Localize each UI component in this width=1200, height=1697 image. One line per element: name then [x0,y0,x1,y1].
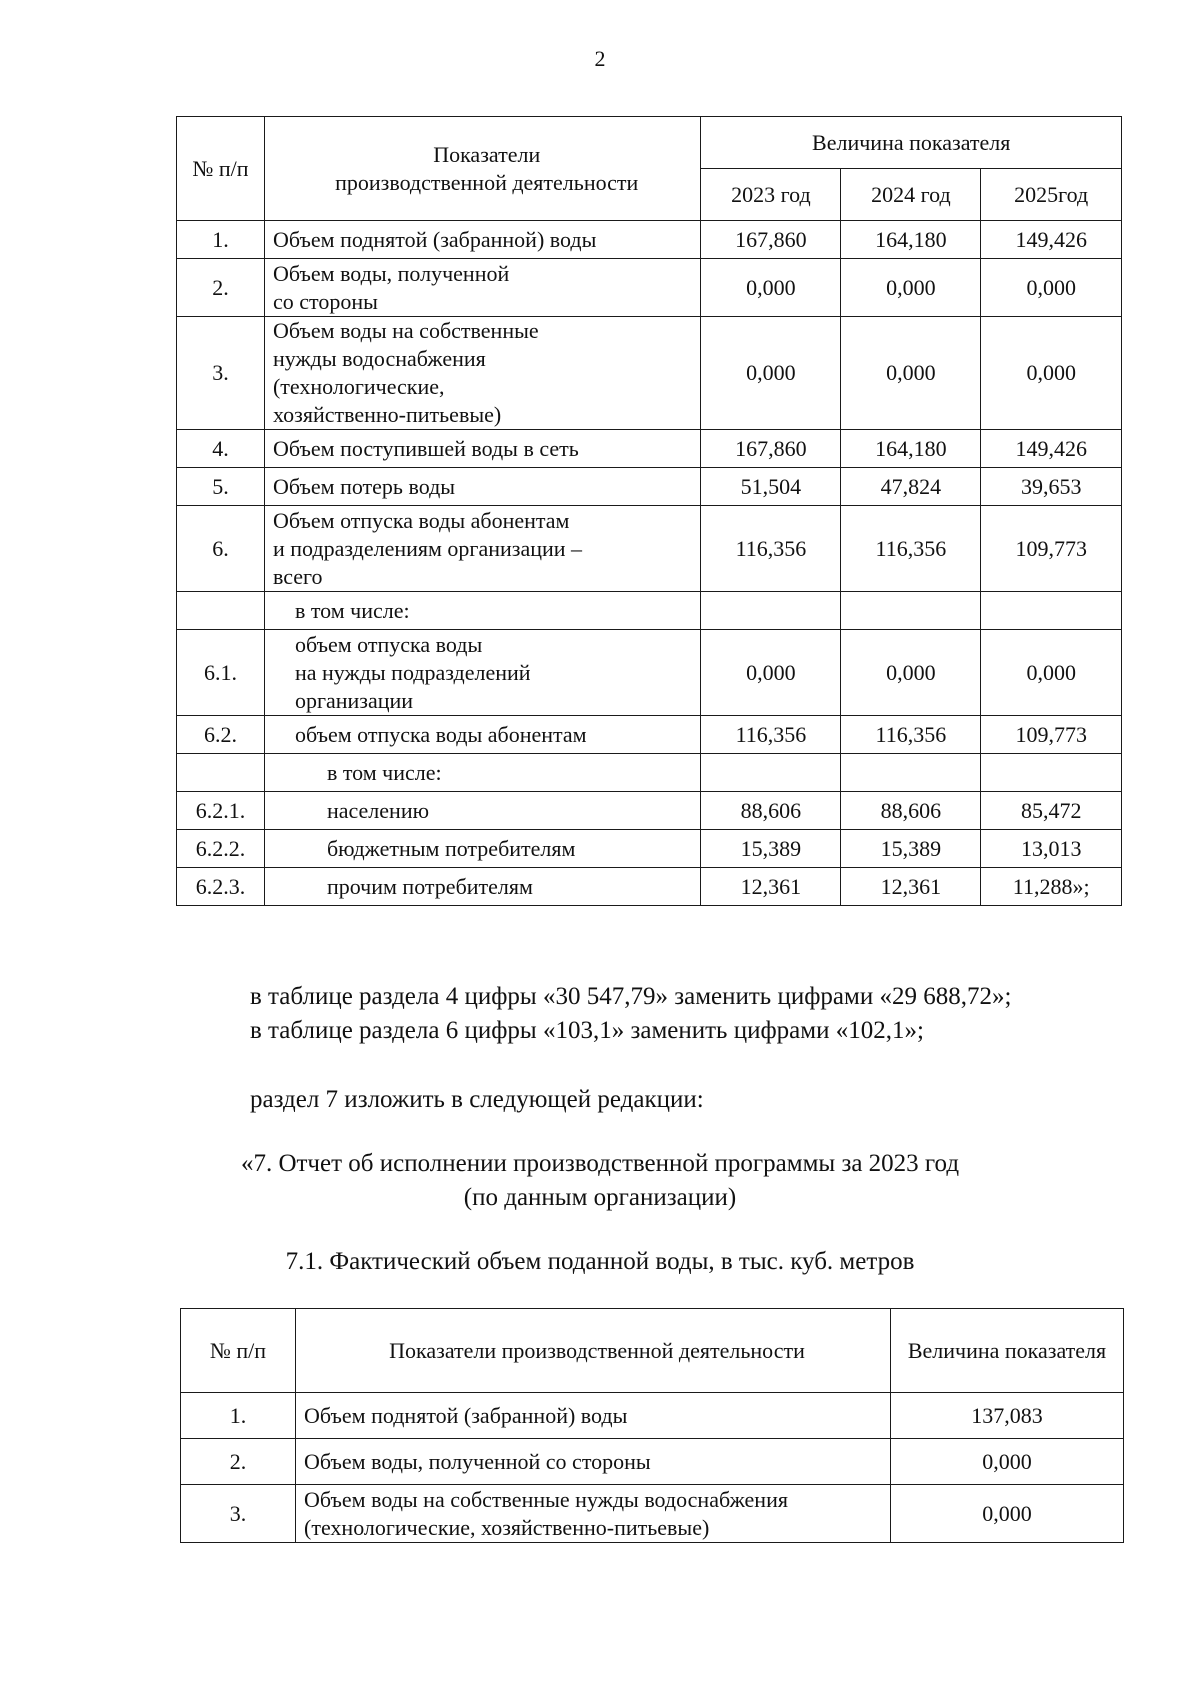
row-number: 6.1. [177,630,265,716]
table-row [177,468,1122,506]
row-indicator-line: (технологические, [272,374,445,399]
row-value [981,592,1122,630]
row-value: 116,356 [841,716,981,754]
row-indicator [264,830,700,868]
row-indicator-line: (технологические, хозяйственно-питьевые) [304,1514,710,1540]
row-indicator-line: Объем воды на собственные [272,318,539,343]
table-row [181,1485,1124,1543]
row-number: 3. [181,1485,296,1543]
row-value: 12,361 [841,868,981,906]
row-indicator-line: хозяйственно-питьевые) [272,402,502,427]
table-row [177,868,1122,906]
table-row [177,716,1122,754]
row-value: 116,356 [841,506,981,592]
table-row [177,259,1122,317]
row-value: 109,773 [981,716,1122,754]
page-number: 2 [594,46,606,71]
row-indicator [264,792,700,830]
row-value [701,592,841,630]
row-value: 0,000 [841,630,981,716]
row-value: 0,000 [891,1485,1124,1543]
row-indicator-line: населению [326,797,430,823]
row-number [177,592,265,630]
row-value: 85,472 [981,792,1122,830]
table-row [177,430,1122,468]
row-number: 4. [177,430,265,468]
t2-header-no: № п/п [181,1309,296,1393]
header-year-2023: 2023 год [701,169,841,221]
row-indicator-line: всего [272,563,323,589]
row-value: 149,426 [981,221,1122,259]
row-value: 0,000 [981,630,1122,716]
header-indicator-line1: Показатели [433,141,541,167]
row-number: 2. [181,1439,296,1485]
row-value: 116,356 [701,506,841,592]
row-indicator [296,1393,891,1439]
header-no: № п/п [177,117,265,221]
row-number: 6.2. [177,716,265,754]
row-number [177,754,265,792]
row-value: 109,773 [981,506,1122,592]
row-number: 5. [177,468,265,506]
row-indicator-line: Объем воды на собственные нужды водоснабжения [304,1486,788,1512]
row-value: 0,000 [841,317,981,430]
t2-header-value: Величина показателя [891,1309,1124,1393]
row-value: 167,860 [701,430,841,468]
row-indicator [264,630,700,716]
row-value: 15,389 [701,830,841,868]
production-indicators-table [176,116,1122,906]
row-value: 164,180 [841,221,981,259]
row-indicator-line: Объем поднятой (забранной) воды [304,1402,628,1428]
row-value: 0,000 [891,1439,1124,1485]
header-year-2025: 2025год [981,169,1122,221]
row-value: 0,000 [981,259,1122,317]
row-value: 11,288»; [981,868,1122,906]
row-indicator-line: организации [294,687,414,713]
row-number: 3. [177,317,265,430]
row-indicator [264,317,700,430]
row-indicator-line: Объем поступившей воды в сеть [272,435,579,461]
row-value: 88,606 [701,792,841,830]
row-indicator [264,259,700,317]
table-row [177,221,1122,259]
actual-water-volume-table [180,1308,1124,1543]
amendment-section-6: в таблице раздела 6 цифры «103,1» заменить цифрами «102,1»; [250,1017,924,1044]
table-row [177,830,1122,868]
row-value: 12,361 [701,868,841,906]
row-indicator [264,868,700,906]
table-row [181,1393,1124,1439]
row-indicator-line: со стороны [272,288,378,314]
row-number: 1. [181,1393,296,1439]
table-row [177,792,1122,830]
table-row [177,630,1122,716]
row-value: 137,083 [891,1393,1124,1439]
subsection-7-1-title: 7.1. Фактический объем поданной воды, в тыс. куб. метров [285,1248,915,1275]
row-indicator-line: прочим потребителям [326,873,533,899]
header-value-group: Величина показателя [701,117,1122,169]
row-indicator-line: Объем потерь воды [272,473,456,499]
row-value [841,754,981,792]
row-indicator [264,506,700,592]
row-value: 0,000 [981,317,1122,430]
row-indicator-line: бюджетным потребителям [326,835,576,861]
row-indicator [264,221,700,259]
row-value [841,592,981,630]
row-number: 6.2.2. [177,830,265,868]
row-indicator-line: Объем поднятой (забранной) воды [272,226,597,252]
section-7-title-line2: (по данным организации) [463,1184,737,1211]
row-number: 6.2.1. [177,792,265,830]
row-value [981,754,1122,792]
table-row [181,1439,1124,1485]
row-number: 6.2.3. [177,868,265,906]
row-indicator-line: объем отпуска воды [294,631,483,657]
row-indicator [296,1485,891,1543]
header-indicator-line2: производственной деятельности [335,169,639,195]
table-row [177,506,1122,592]
amendment-section-7-intro: раздел 7 изложить в следующей редакции: [250,1086,704,1113]
row-value: 149,426 [981,430,1122,468]
row-value: 0,000 [841,259,981,317]
table-row [177,754,1122,792]
row-value: 47,824 [841,468,981,506]
table-row [177,592,1122,630]
row-indicator-line: в том числе: [326,759,442,785]
row-value: 15,389 [841,830,981,868]
header-year-2024: 2024 год [841,169,981,221]
row-indicator-line: Объем отпуска воды абонентам [272,507,570,533]
row-number: 6. [177,506,265,592]
row-value: 39,653 [981,468,1122,506]
row-value: 0,000 [701,630,841,716]
row-value: 88,606 [841,792,981,830]
row-indicator [264,468,700,506]
t2-header-indicator: Показатели производственной деятельности [296,1309,891,1393]
row-indicator-line: на нужды подразделений [294,659,531,685]
row-indicator-line: Объем воды, полученной со стороны [304,1448,651,1474]
header-indicator [264,117,700,221]
row-indicator-line: и подразделениям организации – [272,535,583,561]
row-indicator-line: нужды водоснабжения [272,346,486,371]
row-indicator [296,1439,891,1485]
row-indicator [264,754,700,792]
row-value: 0,000 [701,317,841,430]
row-number: 2. [177,259,265,317]
row-value: 51,504 [701,468,841,506]
section-7-title-line1: «7. Отчет об исполнении производственной программы за 2023 год [240,1150,960,1177]
amendment-section-4: в таблице раздела 4 цифры «30 547,79» заменить цифрами «29 688,72»; [250,983,1012,1010]
row-value: 116,356 [701,716,841,754]
row-indicator-line: в том числе: [294,597,410,623]
row-indicator [264,430,700,468]
row-value: 164,180 [841,430,981,468]
row-number: 1. [177,221,265,259]
row-indicator-line: Объем воды, полученной [272,260,510,286]
row-indicator-line: объем отпуска воды абонентам [294,721,587,747]
row-indicator [264,716,700,754]
row-indicator [264,592,700,630]
row-value: 13,013 [981,830,1122,868]
row-value [701,754,841,792]
table-row [177,317,1122,430]
row-value: 0,000 [701,259,841,317]
row-value: 167,860 [701,221,841,259]
